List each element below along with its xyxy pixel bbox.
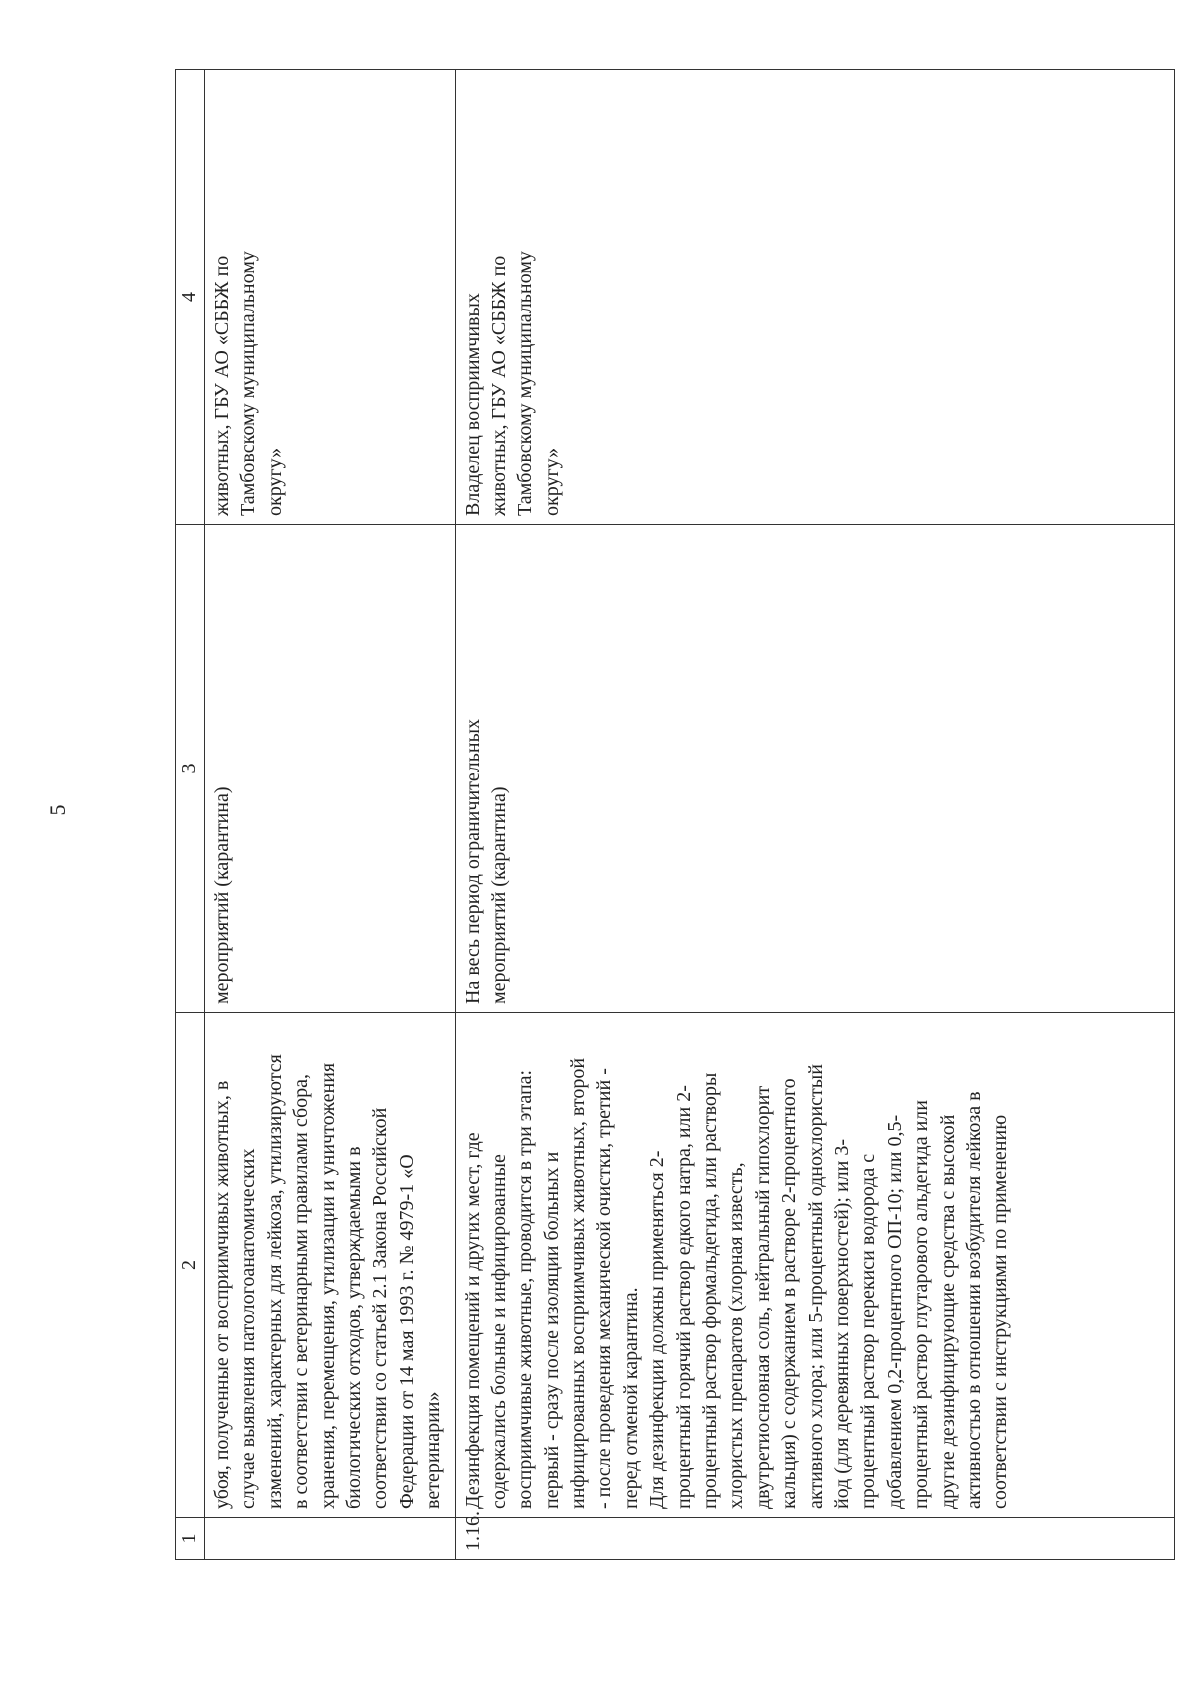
table-row [205,70,456,1560]
measures-table-frame [175,70,1175,1560]
row-number-cell [205,1518,456,1560]
responsible-cell: животных, ГБУ АО «СББЖ по Тамбовскому муниципальному округу» [205,70,456,525]
measures-table [175,69,1175,1560]
row-number-cell: 1.16. [455,1518,1174,1560]
column-header: 1 [176,1518,205,1560]
table-row [455,70,1174,1560]
column-header: 3 [176,525,205,1013]
column-header: 2 [176,1013,205,1518]
column-header: 4 [176,70,205,525]
term-cell: На весь период ограничительных мероприятий (карантина) [455,525,1174,1013]
measure-cell: убоя, полученные от восприимчивых животных, в случае выявления патологоанатомических изменений, характерных для лейкоза, утилизируются в соответствии с ветеринарными правилами сбора, хранения, перемещения, утилизации и уничтожения биологических отходов, утверждаемыми в соответствии со статьей 2.1 Закона Российской Федерации от 14 мая 1993 г. № 4979-1 «О ветеринарии» [205,1013,456,1518]
rotated-page-area [175,70,1175,1560]
measure-cell: Дезинфекция помещений и других мест, где содержались больные и инфицированные восприимчивые животные, проводится в три этапа: первый - сразу после изоляции больных и инфицированных восприимчивых животных, второй - после проведения механической очистки, третий - перед отменой карантина. Для дезинфекции должны применяться 2- процентный горячий раствор едкого натра, или 2- процентный раствор формальдегида, или растворы хлористых препаратов (хлорная известь, двутретиосновная соль, нейтральный гипохлорит кальция) с содержанием в растворе 2-процентного активного хлора; или 5-процентный однохлористый йод (для деревянных поверхностей); или 3- процентный раствор перекиси водорода с добавлением 0,2-процентного ОП-10; или 0,5- процентный раствор глутарового альдегида или другие дезинфицирующие средства с высокой активностью в отношении возбудителя лейкоза в соответствии с инструкциями по применению [455,1013,1174,1518]
page-number: 5 [45,804,70,816]
responsible-cell: Владелец восприимчивых животных, ГБУ АО «СББЖ по Тамбовскому муниципальному округу» [455,70,1174,525]
table-header-row [176,70,205,1560]
term-cell: мероприятий (карантина) [205,525,456,1013]
